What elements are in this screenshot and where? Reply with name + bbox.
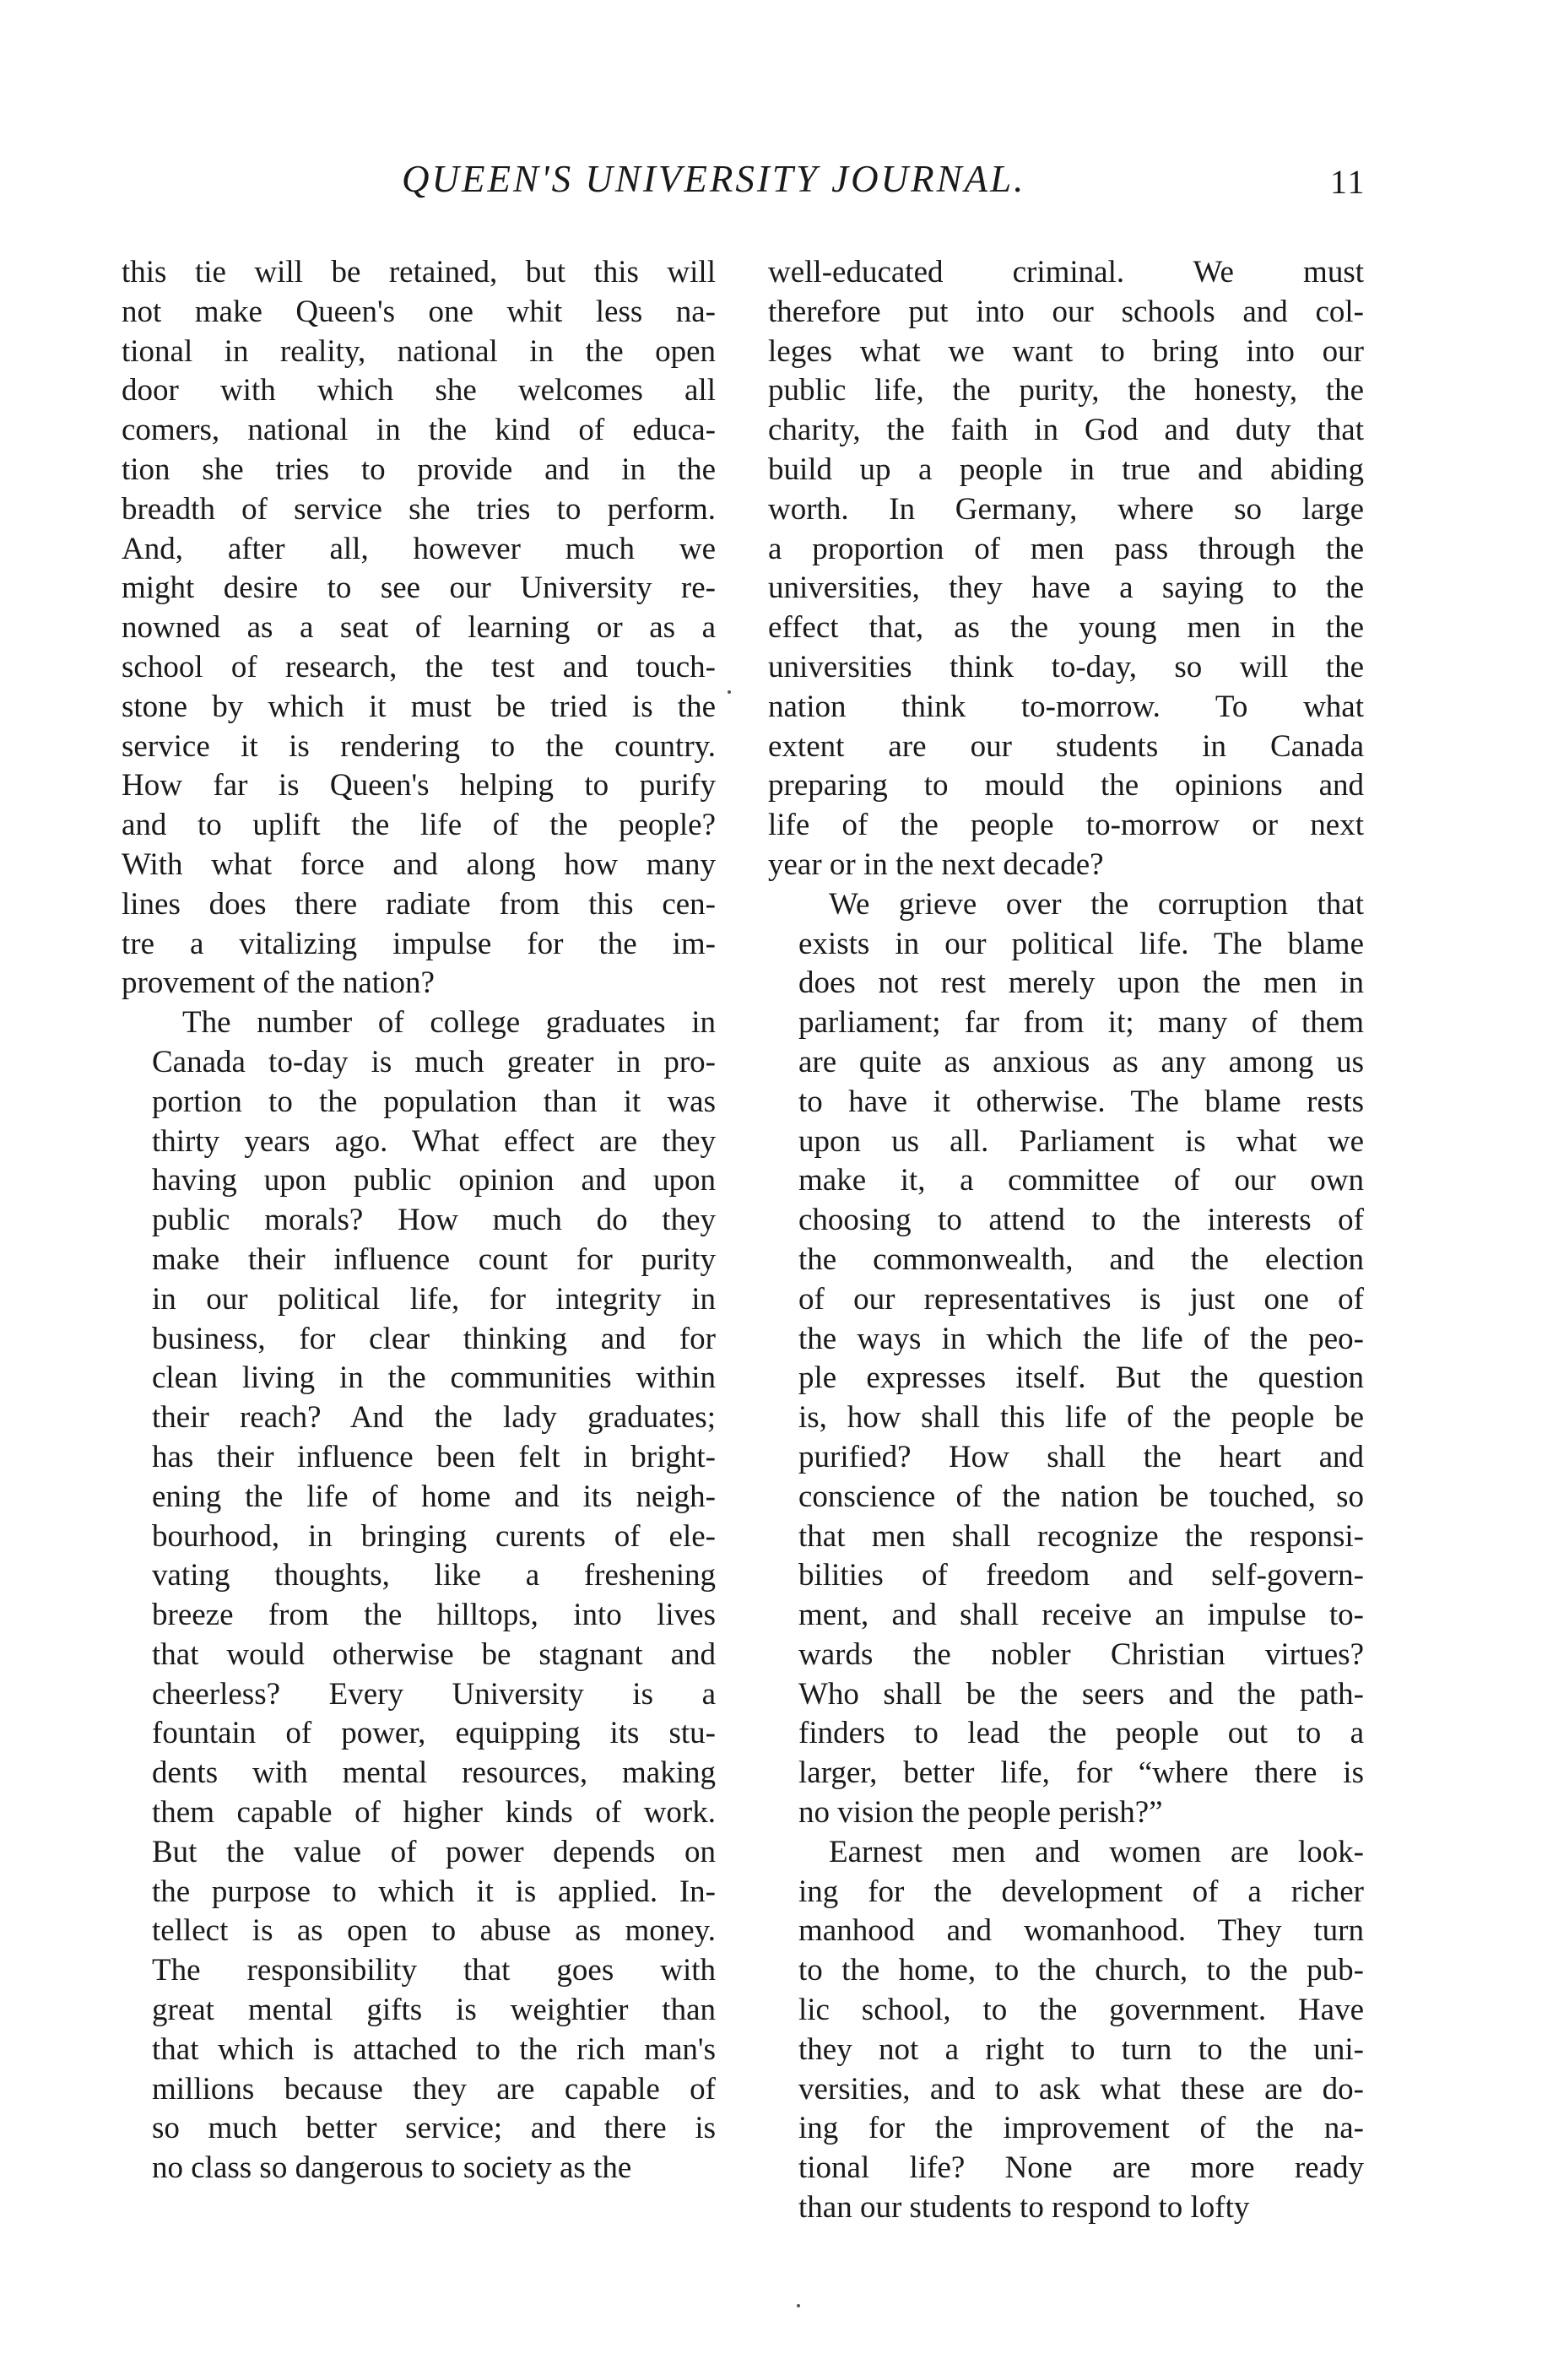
text-line: bourhood, in bringing curents of ele- — [152, 1518, 716, 1554]
text-line: public life, the purity, the honesty, the — [768, 373, 1364, 408]
text-line: tion she tries to provide and in the — [122, 452, 716, 487]
text-line: fountain of power, equipping its stu- — [152, 1716, 716, 1751]
text-line: The number of college graduates in — [182, 1005, 716, 1041]
text-line: might desire to see our University re- — [122, 571, 716, 606]
text-line: ing for the development of a richer — [798, 1874, 1364, 1909]
text-line: clean living in the communities within — [152, 1360, 716, 1396]
text-line: a proportion of men pass through the — [768, 531, 1364, 566]
text-line: exists in our political life. The blame — [798, 926, 1364, 961]
text-line: no vision the people perish?” — [798, 1795, 1163, 1831]
text-line: Who shall be the seers and the path- — [798, 1676, 1364, 1712]
text-line: make it, a committee of our own — [798, 1163, 1364, 1198]
text-line: dents with mental resources, making — [152, 1755, 716, 1791]
text-line: business, for clear thinking and for — [152, 1321, 716, 1356]
text-line: are quite as anxious as any among us — [798, 1044, 1364, 1079]
text-line: does not rest merely upon the men in — [798, 966, 1364, 1001]
text-line: universities think to-day, so will the — [768, 649, 1364, 684]
running-head-title: QUEEN'S UNIVERSITY JOURNAL. — [402, 158, 1026, 200]
text-line: to have it otherwise. The blame rests — [798, 1084, 1364, 1119]
text-line: effect that, as the young men in the — [768, 610, 1364, 646]
text-line: in our political life, for integrity in — [152, 1281, 716, 1317]
text-line: service it is rendering to the country. — [122, 728, 716, 764]
text-line: worth. In Germany, where so large — [768, 491, 1364, 527]
text-line: life of the people to-morrow or next — [768, 808, 1364, 843]
right-column — [768, 253, 1364, 2228]
text-line: year or in the next decade? — [768, 847, 1104, 882]
text-line: ment, and shall receive an impulse to- — [798, 1598, 1364, 1633]
text-line: But the value of power depends on — [152, 1834, 716, 1869]
text-line: door with which she welcomes all — [122, 373, 716, 408]
text-line: build up a people in true and abiding — [768, 452, 1364, 487]
text-line: that which is attached to the rich man's — [152, 2031, 716, 2067]
text-line: the purpose to which it is applied. In- — [152, 1874, 716, 1909]
text-line: tional life? None are more ready — [798, 2150, 1364, 2186]
text-line: nation think to-morrow. To what — [768, 689, 1364, 724]
text-line: bilities of freedom and self-govern- — [798, 1558, 1364, 1593]
text-line: them capable of higher kinds of work. — [152, 1795, 716, 1831]
text-line: tional in reality, national in the open — [122, 333, 716, 369]
text-line: lines does there radiate from this cen- — [122, 886, 716, 922]
paragraph — [768, 1833, 1364, 2228]
text-line: to the home, to the church, to the pub- — [798, 1953, 1364, 1988]
paragraph — [122, 1003, 716, 2188]
text-line: universities, they have a saying to the — [768, 571, 1364, 606]
text-line: charity, the faith in God and duty that — [768, 413, 1364, 448]
text-line: parliament; far from it; many of them — [798, 1005, 1364, 1041]
text-line: leges what we want to bring into our — [768, 333, 1364, 369]
text-line: Canada to-day is much greater in pro- — [152, 1044, 716, 1079]
text-line: is, how shall this life of the people be — [798, 1400, 1364, 1436]
text-line: vating thoughts, like a freshening — [152, 1558, 716, 1593]
text-line: versities, and to ask what these are do- — [798, 2071, 1364, 2107]
text-line: With what force and along how many — [122, 847, 716, 882]
speck-mark — [728, 690, 731, 694]
page-number: 11 — [1330, 163, 1366, 201]
text-line: well-educated criminal. We must — [768, 255, 1364, 289]
paragraph — [768, 885, 1364, 1833]
text-line: this tie will be retained, but this will — [122, 255, 716, 289]
text-line: stone by which it must be tried is the — [122, 689, 716, 724]
text-line: ening the life of home and its neigh- — [152, 1479, 716, 1514]
text-line: breadth of service she tries to perform. — [122, 491, 716, 527]
text-line: they not a right to turn to the uni- — [798, 2031, 1364, 2067]
text-line: so much better service; and there is — [152, 2111, 716, 2146]
text-line: manhood and womanhood. They turn — [798, 1913, 1364, 1949]
text-line: the commonwealth, and the election — [798, 1241, 1364, 1277]
left-column — [122, 253, 716, 2188]
text-line: tellect is as open to abuse as money. — [152, 1913, 716, 1949]
text-line: public morals? How much do they — [152, 1203, 716, 1238]
text-line: We grieve over the corruption that — [829, 886, 1364, 922]
text-line: The responsibility that goes with — [152, 1953, 716, 1988]
text-line: ple expresses itself. But the question — [798, 1360, 1364, 1396]
paragraph — [122, 253, 716, 1003]
text-line: tre a vitalizing impulse for the im- — [122, 926, 716, 961]
text-line: breeze from the hilltops, into lives — [152, 1598, 716, 1633]
text-line: lic school, to the government. Have — [798, 1993, 1364, 2028]
text-line: Earnest men and women are look- — [829, 1834, 1364, 1869]
paragraph — [768, 253, 1364, 885]
text-line: preparing to mould the opinions and — [768, 768, 1364, 803]
text-line: provement of the nation? — [122, 966, 435, 1001]
text-line: conscience of the nation be touched, so — [798, 1479, 1364, 1514]
text-line: How far is Queen's helping to purify — [122, 768, 716, 803]
text-line: than our students to respond to lofty — [798, 2190, 1250, 2226]
text-line: that would otherwise be stagnant and — [152, 1636, 716, 1672]
text-line: of our representatives is just one of — [798, 1281, 1364, 1317]
text-line: not make Queen's one whit less na- — [122, 294, 716, 329]
text-line: comers, national in the kind of educa- — [122, 413, 716, 448]
text-line: make their influence count for purity — [152, 1241, 716, 1277]
text-line: therefore put into our schools and col- — [768, 294, 1364, 329]
text-line: their reach? And the lady graduates; — [152, 1400, 716, 1436]
text-line: thirty years ago. What effect are they — [152, 1123, 716, 1159]
text-line: And, after all, however much we — [122, 531, 716, 566]
text-line: extent are our students in Canada — [768, 728, 1364, 764]
text-line: having upon public opinion and upon — [152, 1163, 716, 1198]
text-line: upon us all. Parliament is what we — [798, 1123, 1364, 1159]
text-line: portion to the population than it was — [152, 1084, 716, 1119]
text-line: larger, better life, for “where there is — [798, 1755, 1364, 1791]
text-line: nowned as a seat of learning or as a — [122, 610, 716, 646]
text-line: the ways in which the life of the peo- — [798, 1321, 1364, 1356]
text-line: cheerless? Every University is a — [152, 1676, 716, 1712]
text-line: no class so dangerous to society as the — [152, 2150, 632, 2186]
speck-mark — [797, 2304, 800, 2307]
text-line: wards the nobler Christian virtues? — [798, 1636, 1364, 1672]
text-line: ing for the improvement of the na- — [798, 2111, 1364, 2146]
text-line: millions because they are capable of — [152, 2071, 716, 2107]
text-line: has their influence been felt in bright- — [152, 1439, 716, 1474]
text-line: choosing to attend to the interests of — [798, 1203, 1364, 1238]
text-line: and to uplift the life of the people? — [122, 808, 716, 843]
text-line: that men shall recognize the responsi- — [798, 1518, 1364, 1554]
text-line: school of research, the test and touch- — [122, 649, 716, 684]
text-line: finders to lead the people out to a — [798, 1716, 1364, 1751]
text-line: purified? How shall the heart and — [798, 1439, 1364, 1474]
text-line: great mental gifts is weightier than — [152, 1993, 716, 2028]
